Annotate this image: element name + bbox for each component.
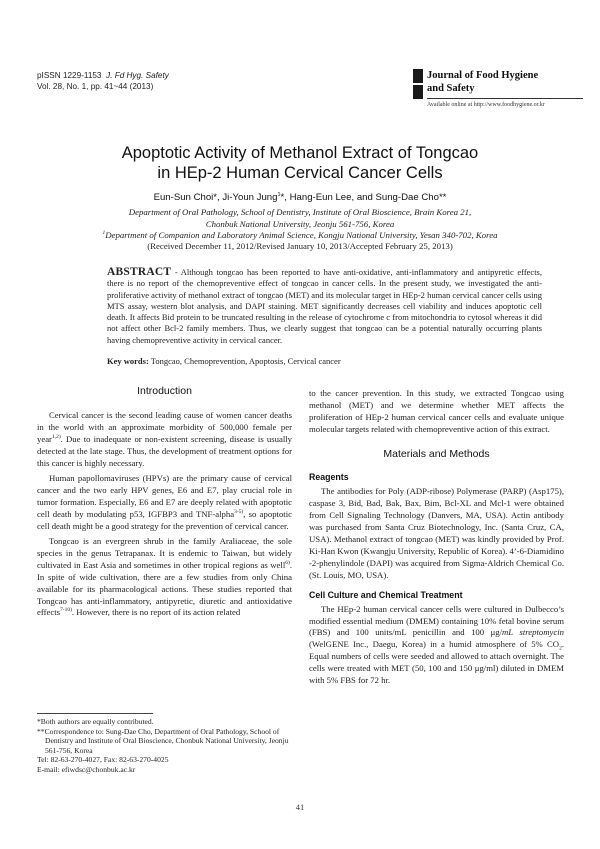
keywords: Key words: Tongcao, Chemoprevention, Apoptosis, Cervical cancer: [107, 356, 341, 366]
available-online: Available online at http://www.foodhygiene.or.kr: [427, 102, 545, 108]
journal-logo-icon: [413, 69, 423, 99]
cell-culture-heading: Cell Culture and Chemical Treatment: [309, 589, 463, 600]
intro-paragraph-2: Human papollomaviruses (HPVs) are the primary cause of cervical cancer and the two early HPV genes, E6 and E7, play crucial role in tumor formation. Especially, E6 and E7 are deeply related with apoptotic cell death by modulating p53, IGFBP3 and TNF-alpha$^{3-5)}$, so apoptotic cell death might be a good strategy for the prevention of cervical cancer.: [37, 472, 292, 531]
right-column: [309, 388, 564, 690]
journal-citation: [37, 70, 169, 92]
abstract-text: - Although tongcao has been reported to have anti-oxidative, anti-inflammatory and antipyretic effects, there is no report of the chemopreventive effect of tongcao in cancer cells. In the present study, we investigated the anti-proliferative activity of methanol extract of tongcao (MET) and its molecular target in HEp-2 human cervical cancer cells using MTS assay, western blot analysis, and DAPI staining. MET significantly decreases cell viability and induces apoptotic cell death. It affects Bid protein to be truncated resulting in the release of cytochrome c from mitochondria to cytosol whereas it did not affect other Bcl-2 family members. Thus, we clearly suggest that tongcao can be a potential naturally occurring plants having chemopreventive activity in cervical cancer.: [107, 267, 542, 345]
abstract-heading: ABSTRACT: [107, 266, 172, 278]
affiliations: Department of Oral Pathology, School of Dentistry, Institute of Oral Bioscience, Brain Korea 21, Chonbuk National University, Jeonju 561-756, Korea $^1$Department of Companion and Laboratory Animal Science, Kongju National University, Yesan 340-702, Korea: [102, 207, 498, 240]
received-dates: (Received December 11, 2012/Revised January 10, 2013/Accepted February 25, 2013): [147, 241, 453, 251]
footnote-divider: [37, 713, 153, 714]
methods-heading: Materials and Methods: [383, 447, 490, 460]
reagents-paragraph: The antibodies for Poly (ADP-ribose) Polymerase (PARP) (Asp175), caspase 3, Bid, Bad, Bak, Bax, Bim, Bcl-XL and Mcl-1 were obtained from Cell Signaling Technology (Danvers, MA, USA). Actin antibody was purchased from Santa Cruz Biotechnology, Inc. (Santa Cruz, CA, USA). Methanol extract of tongcao (MET) was kindly provided by Prof. Ki-Han Kwon (Kwangju University, Republic of Korea). 4’-6-Diamidino -2-phenylindole (DAPI) was acquired from Sigma-Aldrich Chemical Co. (St. Louis, MO, USA).: [309, 486, 564, 580]
volume-line: Vol. 28, No. 1, pp. 41~44 (2013): [37, 82, 154, 91]
cell-culture-paragraph: The HEp-2 human cervical cancer cells were cultured in Dulbecco’s modified essential medium (DMEM) containing 10% fetal bovine serum (FBS) and 100 units/mL penicillin and 100 μg/mL streptomycin (WelGENE Inc., Daegu, Korea) in a humid atmosphere of 5% $CO_2$. Equal numbers of cells were seeded and allowed to attach overnight. The cells were treated with MET (50, 100 and 150 μg/ml) diluted in DMEM with 5% FBS for 72 hr.: [309, 603, 564, 686]
left-column: [37, 386, 292, 623]
intro-paragraph-3: Tongcao is an evergreen shrub in the family Araliaceae, the sole species in the genus Tetrapanax. It is endemic to Taiwan, but widely cultivated in East Asia and sometimes in other tropical regions as well$^{6)}$. In spite of wide cultivation, there are a few studies from only China available for its pharmacological actions. These studies reported that Tongcao has anti-inflammatory, antipyretic, diuretic and antioxidative effects$^{7-10)}$. However, there is no report of its action related: [37, 535, 292, 618]
reagents-heading: Reagents: [309, 471, 349, 482]
paper-title: Apoptotic Activity of Methanol Extract of Tongcao in HEp-2 Human Cervical Cancer Cells: [121, 144, 479, 182]
journal-abbrev: J. Fd Hyg. Safety: [106, 71, 169, 80]
journal-name: Journal of Food Hygiene and Safety: [427, 70, 539, 94]
intro-continued: to the cancer prevention. In this study, we extracted Tongcao using methanol (MET) and we determine whether MET affects the proliferation of HEp-2 human cervical cancer cells and evaluate unique molecular targets related with chemopreventive action of this extract.: [309, 388, 564, 434]
abstract: [107, 267, 542, 346]
intro-paragraph-1: Cervical cancer is the second leading cause of women cancer deaths in the world with an approximate morbidity of 500,000 female per year$^{1,2)}$. Due to inadequate or non-existent screening, disease is usually detected at the late stage. Thus, the development of treatment options for this cancer is highly necessary.: [37, 409, 292, 468]
page-number: 41: [295, 802, 305, 812]
introduction-heading: Introduction: [137, 385, 192, 397]
footnotes: *Both authors are equally contributed. **Correspondence to: Sung-Dae Cho, Department of Oral Pathology, School of Dentistry and Institute of Oral Bioscience, Chonbuk National University, Jeonju 561-756, Korea Tel: 82-63-270-4027, Fax: 82-63-270-4025 E-mail: efiwdsc@chonbuk.ac.kr: [37, 717, 289, 774]
author-list: Eun-Sun Choi*, Ji-Youn Jung$^1$*, Hang-Eun Lee, and Sung-Dae Cho**: [153, 191, 447, 203]
issn-line: pISSN 1229-1153 J. Fd Hyg. Safety: [37, 71, 169, 80]
